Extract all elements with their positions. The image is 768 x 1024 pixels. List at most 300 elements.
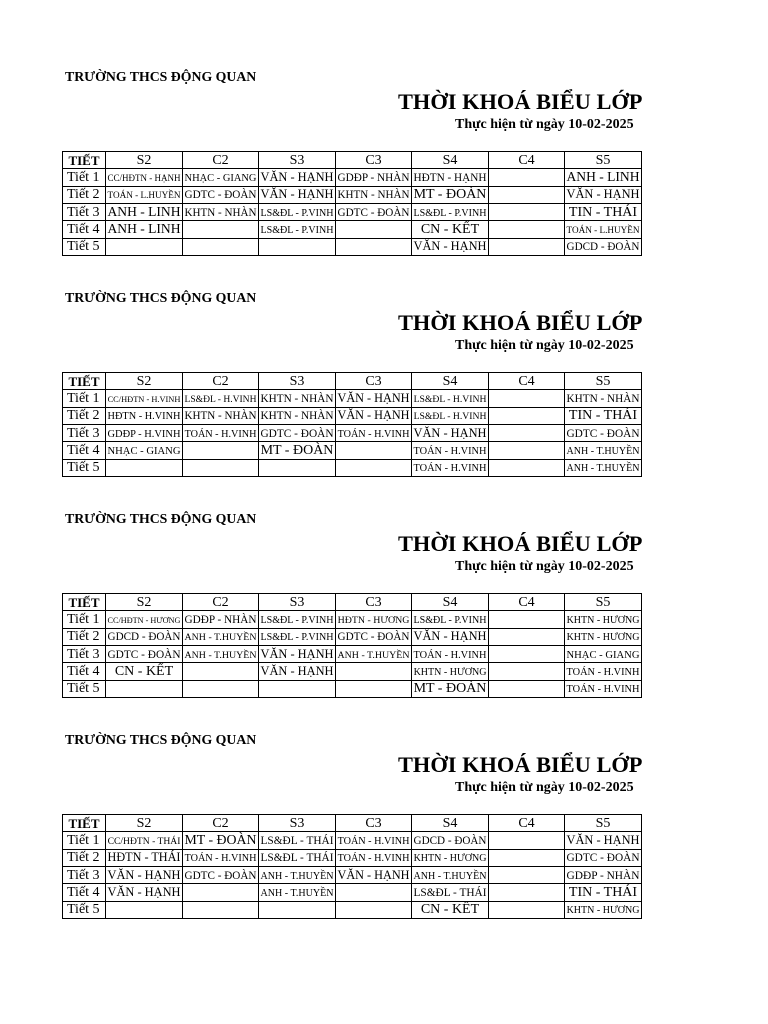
lesson-text: VĂN - HẠNH (413, 425, 487, 440)
lesson-cell (106, 203, 183, 220)
lesson-text: VĂN - HẠNH (260, 169, 334, 184)
lesson-cell (565, 645, 642, 662)
lesson-cell (259, 424, 336, 441)
session-header-c3: C3 (336, 594, 412, 611)
lesson-text: VĂN - HẠNH (337, 408, 410, 423)
session-header-s5: S5 (565, 594, 642, 611)
lesson-cell (565, 238, 642, 255)
lesson-text: LS&ĐL - THÁI (260, 852, 334, 865)
lesson-text: VĂN - HẠNH (566, 187, 640, 202)
lesson-cell (106, 663, 183, 680)
lesson-text: CC/HĐTN - HẠNH (107, 172, 181, 183)
timetable-title: THỜI KHOÁ BIỂU LỚP (398, 89, 643, 114)
lesson-cell (336, 221, 412, 238)
lesson-cell (412, 866, 489, 883)
lesson-cell (183, 238, 259, 255)
lesson-cell (106, 442, 183, 459)
lesson-cell (489, 901, 565, 918)
lesson-cell (489, 407, 565, 424)
lesson-text: TOÁN - H.VINH (566, 666, 640, 678)
lesson-cell (489, 680, 565, 697)
timetable-block (0, 281, 768, 481)
timetable-grid (62, 151, 642, 256)
lesson-cell (259, 238, 336, 255)
lesson-text: VĂN - HẠNH (107, 884, 181, 899)
lesson-text: GDĐP - NHÀN (566, 869, 640, 882)
timetable-body (63, 373, 642, 477)
period-label: Tiết 5 (63, 459, 106, 476)
timetable-title: THỜI KHOÁ BIỂU LỚP (398, 310, 643, 335)
lesson-cell (259, 221, 336, 238)
period-label: Tiết 2 (63, 407, 106, 424)
lesson-cell (183, 645, 259, 662)
lesson-cell (336, 169, 412, 186)
lesson-text: NHẠC - GIANG (566, 649, 640, 661)
timetable-block (0, 502, 768, 702)
timetable-grid (62, 814, 642, 919)
lesson-cell (183, 663, 259, 680)
lesson-cell (106, 186, 183, 203)
session-header-c4: C4 (489, 594, 565, 611)
period-label: Tiết 4 (63, 221, 106, 238)
lesson-text: ANH - T.HUYỀN (260, 887, 334, 899)
lesson-cell (106, 407, 183, 424)
lesson-cell (565, 866, 642, 883)
lesson-cell (412, 238, 489, 255)
lesson-cell (106, 169, 183, 186)
lesson-cell (336, 186, 412, 203)
lesson-text: GDTC - ĐOÀN (184, 189, 257, 202)
period-row (63, 645, 642, 662)
session-header-s2: S2 (106, 815, 183, 832)
period-column-header: TIẾT (63, 815, 106, 832)
lesson-text: KHTN - NHÀN (260, 392, 334, 405)
lesson-cell (259, 832, 336, 849)
lesson-cell (489, 832, 565, 849)
session-header-s4: S4 (412, 815, 489, 832)
lesson-cell (412, 186, 489, 203)
lesson-cell (336, 884, 412, 901)
lesson-text: ANH - T.HUYỀN (566, 445, 640, 457)
lesson-cell (412, 832, 489, 849)
session-header-c3: C3 (336, 815, 412, 832)
lesson-text: LS&ĐL - H.VINH (413, 393, 487, 405)
timetable-title: THỜI KHOÁ BIỂU LỚP (398, 531, 643, 556)
lesson-text: LS&ĐL - H.VINH (184, 393, 257, 405)
header-row (63, 594, 642, 611)
lesson-cell (259, 390, 336, 407)
lesson-cell (412, 849, 489, 866)
period-row (63, 663, 642, 680)
lesson-text: GDTC - ĐOÀN (566, 852, 640, 865)
effective-date: Thực hiện từ ngày 10-02-2025 (455, 117, 634, 132)
lesson-cell (106, 645, 183, 662)
lesson-cell (412, 884, 489, 901)
lesson-cell (183, 186, 259, 203)
lesson-cell (336, 459, 412, 476)
lesson-cell (489, 645, 565, 662)
lesson-cell (259, 628, 336, 645)
lesson-cell (489, 390, 565, 407)
lesson-cell (336, 866, 412, 883)
lesson-text: GDĐP - NHÀN (184, 613, 257, 626)
lesson-cell (106, 611, 183, 628)
session-header-s4: S4 (412, 152, 489, 169)
lesson-cell (106, 832, 183, 849)
lesson-cell (565, 611, 642, 628)
session-header-c4: C4 (489, 152, 565, 169)
lesson-text: VĂN - HẠNH (337, 867, 410, 882)
lesson-cell (336, 628, 412, 645)
session-header-s2: S2 (106, 152, 183, 169)
lesson-text: MT - ĐOÀN (413, 187, 487, 203)
lesson-cell (183, 866, 259, 883)
lesson-cell (565, 459, 642, 476)
lesson-text: ANH - T.HUYỀN (566, 463, 640, 475)
lesson-cell (412, 203, 489, 220)
lesson-text: HĐTN - H.VINH (107, 411, 181, 423)
period-label: Tiết 3 (63, 645, 106, 662)
lesson-cell (565, 442, 642, 459)
school-name: TRƯỜNG THCS ĐỘNG QUAN (65, 69, 257, 84)
lesson-text: KHTN - HƯƠNG (566, 632, 640, 644)
lesson-text: TOÁN - H.VINH (413, 649, 487, 661)
lesson-text: TOÁN - H.VINH (184, 428, 257, 440)
lesson-cell (565, 663, 642, 680)
session-header-s3: S3 (259, 815, 336, 832)
period-label: Tiết 5 (63, 901, 106, 918)
lesson-text: LS&ĐL - P.VINH (260, 224, 334, 236)
period-column-header: TIẾT (63, 152, 106, 169)
lesson-text: MT - ĐOÀN (260, 442, 334, 458)
lesson-cell (412, 424, 489, 441)
lesson-cell (565, 169, 642, 186)
session-header-s5: S5 (565, 373, 642, 390)
lesson-cell (336, 203, 412, 220)
period-label: Tiết 5 (63, 238, 106, 255)
period-row (63, 238, 642, 255)
lesson-cell (336, 663, 412, 680)
session-header-c2: C2 (183, 815, 259, 832)
period-row (63, 442, 642, 459)
session-header-s3: S3 (259, 373, 336, 390)
period-row (63, 390, 642, 407)
lesson-text: TIN - THÁI (568, 408, 638, 424)
lesson-cell (565, 186, 642, 203)
lesson-cell (183, 884, 259, 901)
lesson-cell (412, 680, 489, 697)
lesson-text: LS&ĐL - P.VINH (260, 632, 334, 644)
lesson-text: VĂN - HẠNH (107, 867, 181, 882)
period-row (63, 203, 642, 220)
lesson-cell (565, 901, 642, 918)
lesson-cell (489, 663, 565, 680)
school-name: TRƯỜNG THCS ĐỘNG QUAN (65, 290, 257, 305)
lesson-cell (336, 680, 412, 697)
lesson-text: VĂN - HẠNH (260, 663, 334, 678)
period-row (63, 901, 642, 918)
lesson-text: TOÁN - L.HUYỀN (107, 190, 181, 201)
lesson-text: TOÁN - H.VINH (337, 835, 410, 847)
period-label: Tiết 4 (63, 884, 106, 901)
period-label: Tiết 5 (63, 680, 106, 697)
lesson-cell (412, 611, 489, 628)
lesson-cell (106, 849, 183, 866)
lesson-text: LS&ĐL - P.VINH (413, 207, 487, 219)
lesson-text: CN - KẾT (114, 663, 174, 679)
lesson-text: TOÁN - H.VINH (337, 853, 410, 865)
lesson-cell (336, 645, 412, 662)
lesson-text: GDTC - ĐOÀN (337, 206, 410, 219)
lesson-cell (106, 901, 183, 918)
session-header-c3: C3 (336, 152, 412, 169)
lesson-cell (412, 169, 489, 186)
lesson-text: VĂN - HẠNH (260, 187, 334, 202)
lesson-cell (412, 442, 489, 459)
period-row (63, 628, 642, 645)
lesson-cell (259, 459, 336, 476)
lesson-text: KHTN - NHÀN (337, 189, 410, 202)
lesson-cell (259, 680, 336, 697)
lesson-cell (106, 628, 183, 645)
lesson-cell (336, 832, 412, 849)
lesson-text: ANH - T.HUYỀN (413, 870, 487, 882)
lesson-text: CC/HĐTN - HƯƠNG (107, 615, 181, 625)
lesson-text: LS&ĐL - P.VINH (260, 207, 334, 219)
lesson-text: GDĐP - NHÀN (337, 171, 410, 184)
period-row (63, 186, 642, 203)
lesson-text: GDTC - ĐOÀN (260, 427, 334, 440)
period-label: Tiết 2 (63, 628, 106, 645)
lesson-text: TOÁN - H.VINH (566, 684, 640, 696)
lesson-text: KHTN - HƯƠNG (566, 905, 640, 917)
timetable-body (63, 594, 642, 698)
header-row (63, 373, 642, 390)
session-header-s2: S2 (106, 594, 183, 611)
effective-date: Thực hiện từ ngày 10-02-2025 (455, 559, 634, 574)
session-header-s4: S4 (412, 373, 489, 390)
effective-date: Thực hiện từ ngày 10-02-2025 (455, 780, 634, 795)
lesson-cell (565, 832, 642, 849)
lesson-text: GDĐP - H.VINH (107, 428, 181, 440)
lesson-text: KHTN - NHÀN (184, 206, 257, 219)
period-row (63, 680, 642, 697)
lesson-cell (183, 221, 259, 238)
timetable-grid (62, 372, 642, 477)
lesson-cell (183, 611, 259, 628)
period-row (63, 849, 642, 866)
lesson-cell (489, 186, 565, 203)
period-label: Tiết 4 (63, 663, 106, 680)
period-label: Tiết 4 (63, 442, 106, 459)
session-header-s2: S2 (106, 373, 183, 390)
lesson-cell (565, 203, 642, 220)
period-row (63, 169, 642, 186)
session-header-c4: C4 (489, 815, 565, 832)
school-name: TRƯỜNG THCS ĐỘNG QUAN (65, 732, 257, 747)
period-label: Tiết 3 (63, 866, 106, 883)
lesson-cell (489, 866, 565, 883)
lesson-cell (565, 390, 642, 407)
lesson-cell (106, 424, 183, 441)
lesson-cell (565, 221, 642, 238)
period-row (63, 221, 642, 238)
lesson-text: HĐTN - THÁI (107, 850, 181, 865)
period-row (63, 611, 642, 628)
lesson-text: LS&ĐL - THÁI (413, 886, 487, 899)
lesson-cell (412, 390, 489, 407)
lesson-cell (336, 442, 412, 459)
lesson-cell (183, 424, 259, 441)
lesson-cell (106, 866, 183, 883)
lesson-text: VĂN - HẠNH (413, 239, 487, 254)
lesson-text: VĂN - HẠNH (260, 646, 334, 661)
lesson-cell (106, 390, 183, 407)
lesson-text: CN - KẾT (420, 221, 480, 237)
lesson-text: ANH - T.HUYỀN (184, 649, 257, 661)
lesson-cell (259, 611, 336, 628)
lesson-text: ANH - T.HUYỀN (260, 870, 334, 882)
lesson-cell (336, 849, 412, 866)
lesson-text: TOÁN - H.VINH (184, 853, 257, 865)
lesson-cell (183, 628, 259, 645)
lesson-cell (259, 645, 336, 662)
lesson-cell (259, 407, 336, 424)
lesson-cell (489, 459, 565, 476)
lesson-text: VĂN - HẠNH (566, 832, 640, 847)
lesson-text: ANH - T.HUYỀN (337, 649, 410, 661)
lesson-cell (259, 169, 336, 186)
lesson-cell (259, 186, 336, 203)
lesson-cell (106, 221, 183, 238)
lesson-text: GDCD - ĐOÀN (566, 241, 640, 254)
lesson-text: LS&ĐL - H.VINH (413, 411, 487, 423)
lesson-text: HĐTN - HẠNH (413, 171, 487, 184)
lesson-cell (106, 459, 183, 476)
lesson-text: GDTC - ĐOÀN (184, 869, 257, 882)
lesson-cell (565, 407, 642, 424)
lesson-text: NHẠC - GIANG (107, 445, 181, 457)
lesson-cell (259, 442, 336, 459)
lesson-cell (183, 901, 259, 918)
timetable-block (0, 60, 768, 260)
lesson-cell (336, 901, 412, 918)
lesson-cell (259, 849, 336, 866)
lesson-cell (183, 832, 259, 849)
lesson-cell (565, 628, 642, 645)
lesson-text: TOÁN - L.HUYỀN (566, 224, 640, 235)
lesson-cell (259, 884, 336, 901)
period-row (63, 866, 642, 883)
session-header-c2: C2 (183, 594, 259, 611)
header-row (63, 815, 642, 832)
lesson-cell (489, 424, 565, 441)
lesson-cell (412, 628, 489, 645)
lesson-cell (412, 901, 489, 918)
lesson-cell (489, 884, 565, 901)
period-row (63, 407, 642, 424)
lesson-cell (106, 680, 183, 697)
lesson-text: KHTN - NHÀN (260, 410, 334, 423)
lesson-cell (336, 390, 412, 407)
period-label: Tiết 2 (63, 849, 106, 866)
period-column-header: TIẾT (63, 594, 106, 611)
session-header-s3: S3 (259, 594, 336, 611)
lesson-cell (412, 645, 489, 662)
lesson-cell (259, 901, 336, 918)
session-header-s5: S5 (565, 815, 642, 832)
period-column-header: TIẾT (63, 373, 106, 390)
lesson-cell (336, 424, 412, 441)
header-row (63, 152, 642, 169)
lesson-cell (412, 459, 489, 476)
period-label: Tiết 1 (63, 169, 106, 186)
lesson-text: VĂN - HẠNH (413, 629, 487, 644)
timetable-block (0, 723, 768, 923)
lesson-cell (183, 680, 259, 697)
lesson-text: VĂN - HẠNH (337, 390, 410, 405)
lesson-cell (106, 884, 183, 901)
lesson-text: CC/HĐTN - THÁI (107, 835, 181, 847)
timetable-grid (62, 593, 642, 698)
timetable-body (63, 152, 642, 256)
period-label: Tiết 1 (63, 832, 106, 849)
lesson-cell (183, 442, 259, 459)
lesson-cell (489, 238, 565, 255)
lesson-cell (489, 203, 565, 220)
lesson-text: CC/HĐTN - H.VINH (107, 394, 181, 404)
lesson-cell (565, 680, 642, 697)
lesson-cell (489, 849, 565, 866)
period-row (63, 884, 642, 901)
lesson-text: LS&ĐL - THÁI (260, 834, 334, 847)
effective-date: Thực hiện từ ngày 10-02-2025 (455, 338, 634, 353)
lesson-cell (565, 424, 642, 441)
lesson-text: TOÁN - H.VINH (413, 445, 487, 457)
lesson-cell (489, 442, 565, 459)
lesson-cell (183, 459, 259, 476)
period-row (63, 424, 642, 441)
lesson-text: TOÁN - H.VINH (337, 428, 410, 440)
lesson-text: KHTN - HƯƠNG (566, 614, 640, 626)
lesson-cell (259, 203, 336, 220)
lesson-text: KHTN - HƯƠNG (413, 666, 487, 678)
lesson-text: TIN - THÁI (568, 884, 638, 900)
period-label: Tiết 3 (63, 424, 106, 441)
session-header-c2: C2 (183, 152, 259, 169)
lesson-cell (489, 628, 565, 645)
lesson-cell (183, 407, 259, 424)
lesson-cell (336, 407, 412, 424)
school-name: TRƯỜNG THCS ĐỘNG QUAN (65, 511, 257, 526)
lesson-cell (489, 221, 565, 238)
period-label: Tiết 1 (63, 390, 106, 407)
period-row (63, 459, 642, 476)
lesson-cell (183, 849, 259, 866)
session-header-c3: C3 (336, 373, 412, 390)
session-header-s4: S4 (412, 594, 489, 611)
lesson-text: KHTN - NHÀN (184, 410, 257, 423)
lesson-cell (336, 238, 412, 255)
lesson-cell (489, 611, 565, 628)
session-header-s3: S3 (259, 152, 336, 169)
lesson-text: CN - KẾT (420, 902, 480, 918)
period-label: Tiết 2 (63, 186, 106, 203)
lesson-cell (183, 203, 259, 220)
lesson-text: LS&ĐL - P.VINH (413, 614, 487, 626)
lesson-text: ANH - LINH (107, 203, 181, 219)
period-label: Tiết 1 (63, 611, 106, 628)
